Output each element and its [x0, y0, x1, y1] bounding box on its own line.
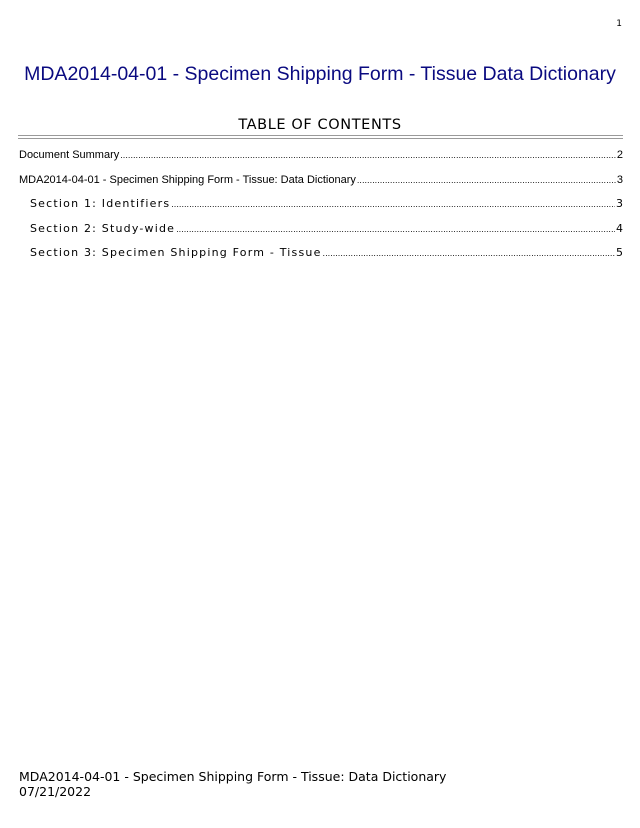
toc-entry-section-2[interactable]: [19, 221, 623, 246]
toc-entry-page: 4: [616, 221, 623, 235]
toc-entry-section-1[interactable]: [19, 196, 623, 221]
toc-dot-leader: [357, 173, 616, 189]
footer-document-name: MDA2014-04-01 - Specimen Shipping Form - Tissue: Data Dictionary: [19, 769, 447, 784]
toc-entry-data-dictionary[interactable]: [19, 172, 623, 197]
page-number: 1: [616, 19, 622, 29]
footer-date: 07/21/2022: [19, 784, 92, 799]
toc-entry-label: Section 2: Study-wide: [30, 221, 176, 235]
toc-entry-label: Section 3: Specimen Shipping Form - Tissue: [30, 246, 322, 259]
toc-dot-leader: [120, 148, 616, 164]
toc-entry-label: Section 1: Identifiers: [30, 197, 171, 210]
document-title: MDA2014-04-01 - Specimen Shipping Form - Tissue Data Dictionary: [24, 63, 616, 85]
toc-dot-leader: [323, 246, 615, 262]
toc-entry-label: Document Summary: [19, 149, 120, 161]
toc-entry-section-3[interactable]: [19, 245, 623, 270]
toc-entry-document-summary[interactable]: [19, 147, 623, 172]
table-of-contents: [19, 147, 623, 270]
heading-divider-top: [18, 135, 623, 136]
toc-entry-page: 5: [616, 246, 623, 259]
toc-dot-leader: [176, 222, 615, 238]
toc-heading: TABLE OF CONTENTS: [238, 117, 402, 133]
toc-entry-page: 3: [616, 197, 623, 210]
toc-entry-page: 2: [616, 149, 623, 161]
heading-divider-bottom: [18, 138, 623, 139]
toc-entry-page: 3: [616, 173, 623, 186]
toc-dot-leader: [171, 197, 615, 213]
page-footer: [19, 769, 446, 799]
toc-entry-label: MDA2014-04-01 - Specimen Shipping Form - Tissue: Data Dictionary: [19, 173, 356, 186]
